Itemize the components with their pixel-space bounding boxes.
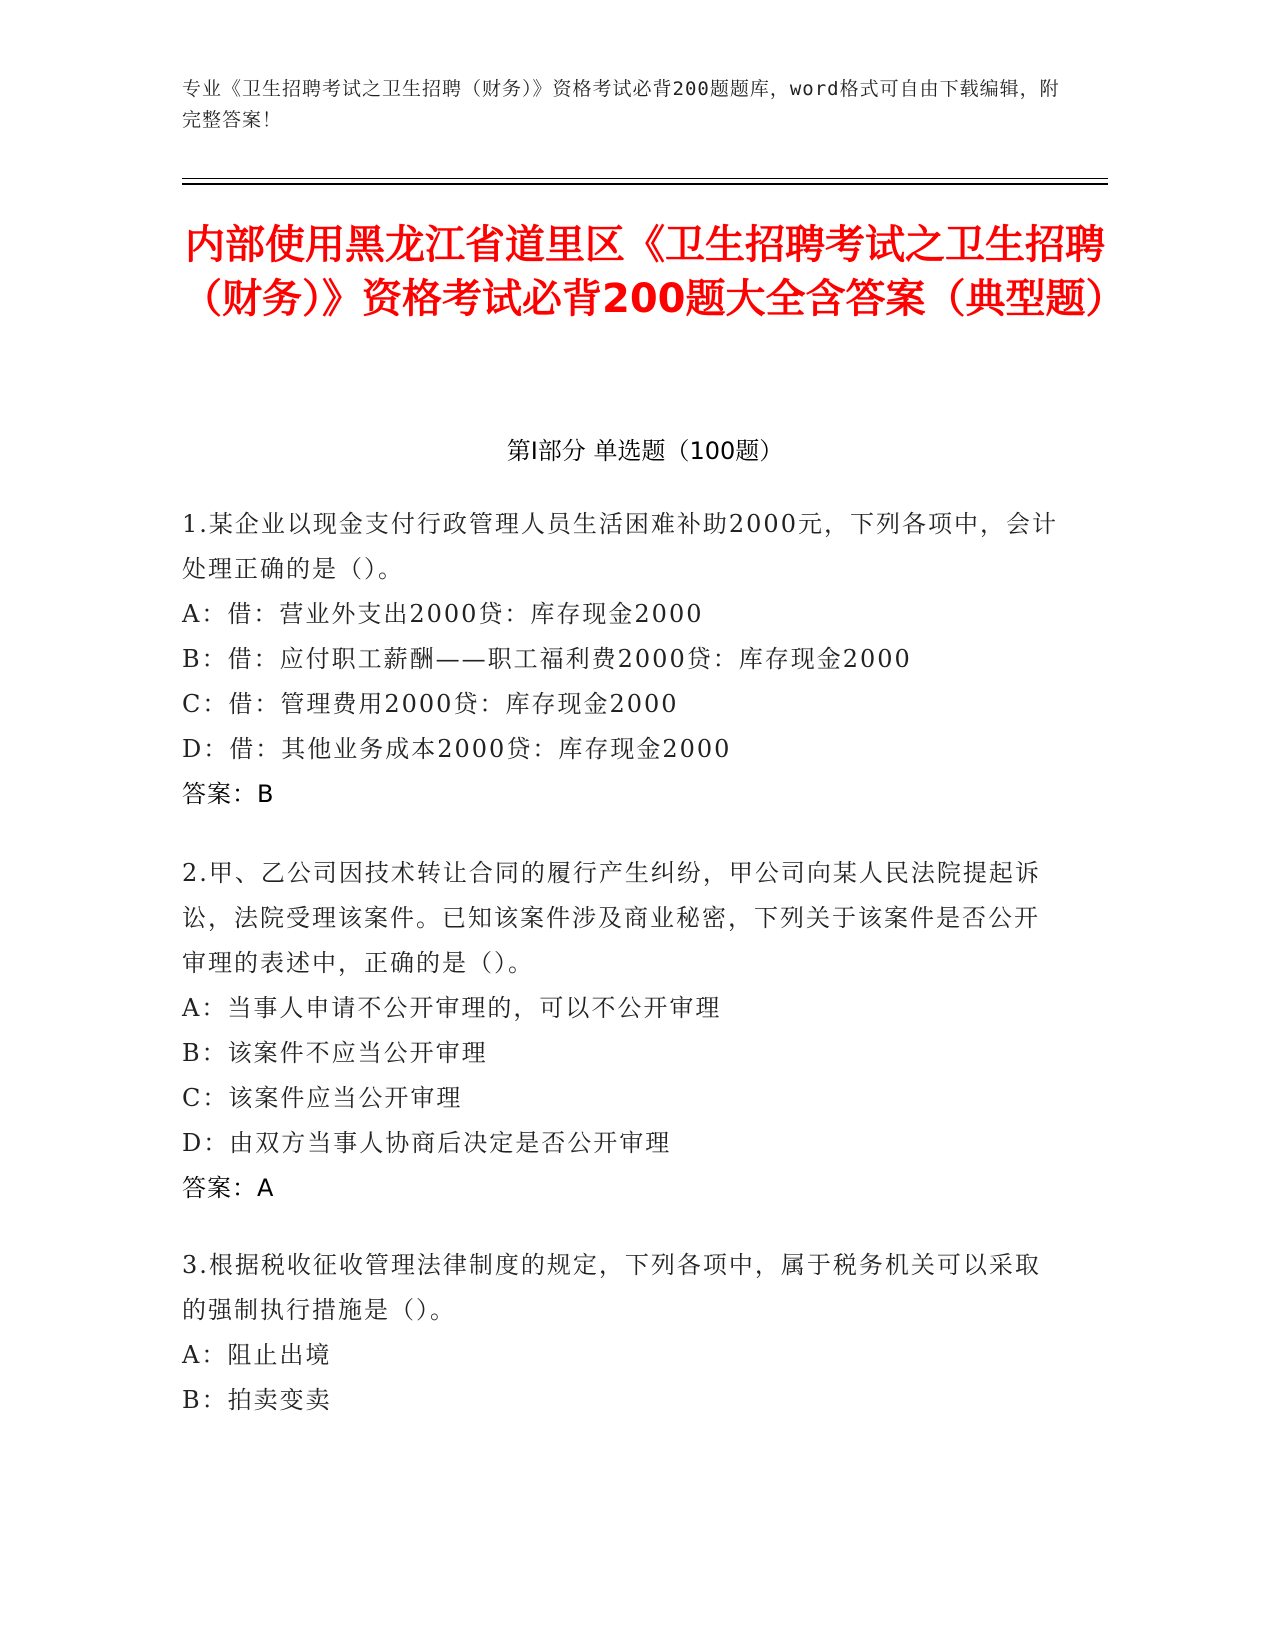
option-d: D：借：其他业务成本2000贷：库存现金2000	[182, 735, 732, 763]
option-a: A：借：营业外支出2000贷：库存现金2000	[182, 600, 704, 628]
option-a: A：阻止出境	[182, 1341, 332, 1369]
section-heading: 第Ⅰ部分 单选题（100题）	[506, 437, 784, 465]
header-divider-thin	[182, 178, 1108, 179]
question-1	[182, 502, 1062, 817]
header-divider-thick	[182, 183, 1108, 185]
answer: 答案：A	[182, 1174, 275, 1202]
question-stem: 2.甲、乙公司因技术转让合同的履行产生纠纷，甲公司向某人民法院提起诉讼，法院受理该案件。已知该案件涉及商业秘密，下列关于该案件是否公开审理的表述中，正确的是（）。	[182, 859, 1041, 977]
option-c: C：借：管理费用2000贷：库存现金2000	[182, 690, 679, 718]
option-a: A：当事人申请不公开审理的，可以不公开审理	[182, 994, 722, 1022]
question-3	[182, 1243, 1062, 1423]
option-c: C：该案件应当公开审理	[182, 1084, 463, 1112]
answer: 答案：B	[182, 780, 275, 808]
question-stem: 1.某企业以现金支付行政管理人员生活困难补助2000元，下列各项中，会计处理正确的是（）。	[182, 510, 1058, 583]
document-title: 内部使用黑龙江省道里区《卫生招聘考试之卫生招聘（财务）》资格考试必背200题大全含答案（典型题）	[182, 222, 1126, 322]
option-d: D：由双方当事人协商后决定是否公开审理	[182, 1129, 672, 1157]
question-stem: 3.根据税收征收管理法律制度的规定，下列各项中，属于税务机关可以采取的强制执行措施是（）。	[182, 1251, 1041, 1324]
header-note: 专业《卫生招聘考试之卫生招聘（财务）》资格考试必背200题题库，word格式可自由下载编辑，附完整答案！	[182, 78, 1060, 131]
option-b: B：借：应付职工薪酬——职工福利费2000贷：库存现金2000	[182, 645, 912, 673]
question-2	[182, 851, 1062, 1211]
option-b: B：该案件不应当公开审理	[182, 1039, 488, 1067]
option-b: B：拍卖变卖	[182, 1386, 332, 1414]
